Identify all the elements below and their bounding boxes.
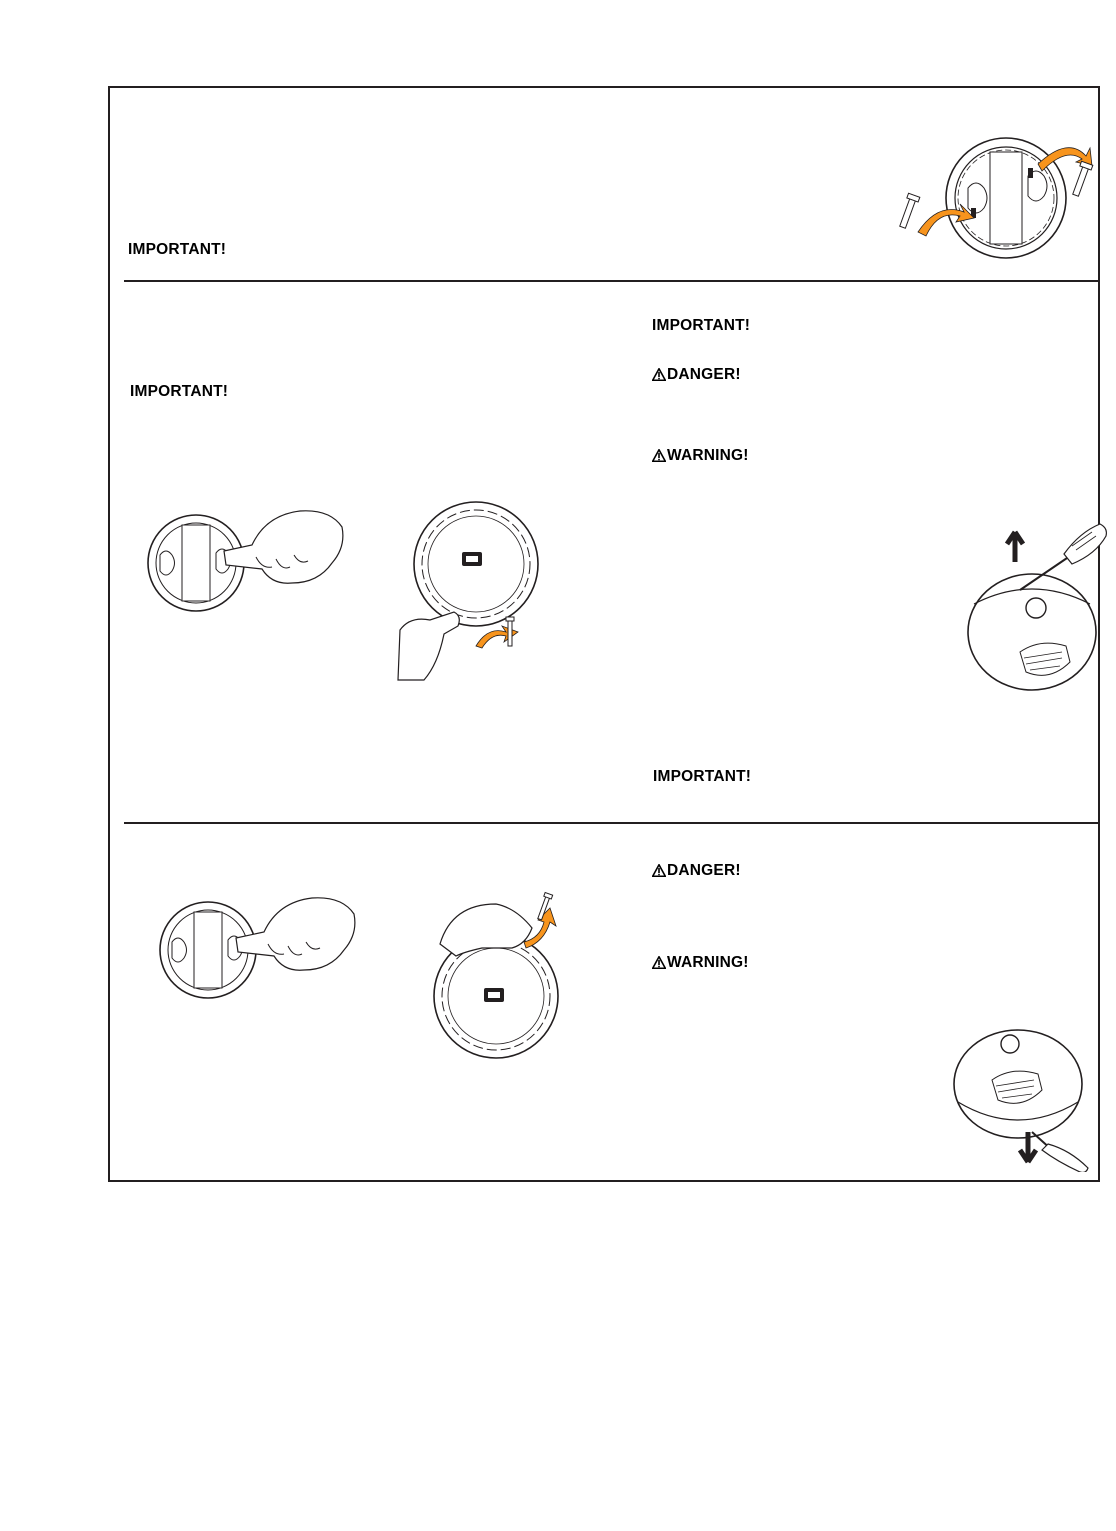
- danger-label-text: DANGER!: [667, 366, 741, 383]
- warning-triangle-icon: [652, 449, 666, 462]
- warning-label: [652, 954, 749, 972]
- mounting-plate-screws-figure: [898, 136, 1108, 266]
- screwdriver-lift-alarm-figure: [960, 512, 1110, 694]
- warning-label-text: WARNING!: [667, 954, 749, 971]
- danger-label: [652, 366, 741, 384]
- important-label: IMPORTANT!: [130, 383, 229, 400]
- important-label: IMPORTANT!: [653, 768, 752, 785]
- screwdriver-release-alarm-figure: [940, 1022, 1106, 1172]
- warning-label: [652, 447, 749, 465]
- warning-triangle-icon: [652, 864, 666, 877]
- warning-label-text: WARNING!: [667, 447, 749, 464]
- warning-triangle-icon: [652, 956, 666, 969]
- important-label: IMPORTANT!: [128, 241, 227, 258]
- hand-pressing-tab-figure: [146, 505, 346, 621]
- hand-removing-pin-figure: [430, 890, 570, 1068]
- hand-pressing-tab-figure-2: [156, 892, 356, 1008]
- warning-triangle-icon: [652, 368, 666, 381]
- important-label: IMPORTANT!: [652, 317, 751, 334]
- danger-label: [652, 862, 741, 880]
- hand-inserting-pin-figure: [396, 496, 546, 682]
- section-divider-2: [124, 822, 1099, 824]
- section-divider-1: [124, 280, 1099, 282]
- danger-label-text: DANGER!: [667, 862, 741, 879]
